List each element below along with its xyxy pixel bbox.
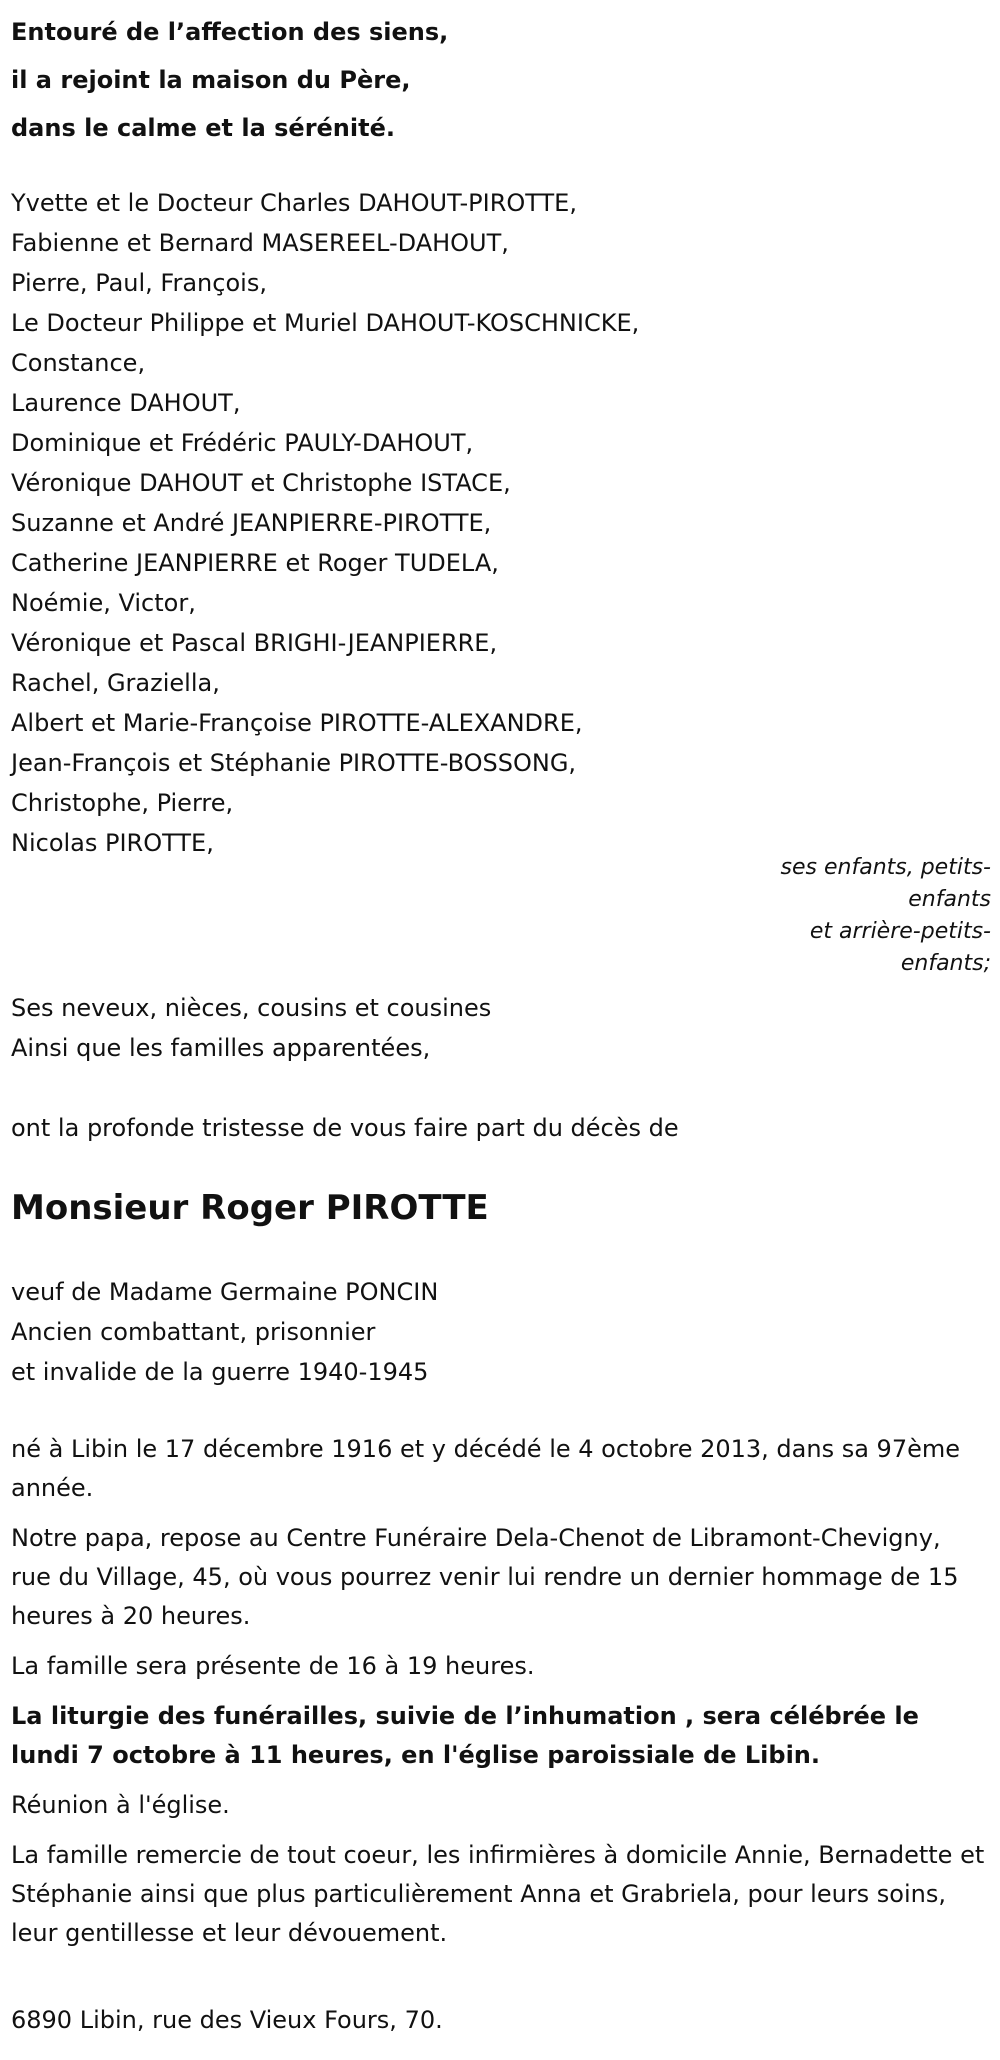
- family-line: Véronique et Pascal BRIGHI-JEANPIERRE,: [11, 629, 498, 657]
- family-presence-paragraph: La famille sera présente de 16 à 19 heures.: [11, 1652, 535, 1680]
- family-line: Laurence DAHOUT,: [11, 389, 241, 417]
- family-line: Pierre, Paul, François,: [11, 269, 267, 297]
- family-line: Véronique DAHOUT et Christophe ISTACE,: [11, 469, 511, 497]
- family-line: Albert et Marie-Françoise PIROTTE-ALEXANDRE,: [11, 709, 583, 737]
- detail-line: veuf de Madame Germaine PONCIN: [11, 1278, 439, 1306]
- home-address: 6890 Libin, rue des Vieux Fours, 70.: [11, 2006, 443, 2034]
- family-line: Fabienne et Bernard MASEREEL-DAHOUT,: [11, 229, 509, 257]
- family-line: Suzanne et André JEANPIERRE-PIROTTE,: [11, 509, 492, 537]
- family-relation: [731, 852, 991, 980]
- family-line: Le Docteur Philippe et Muriel DAHOUT-KOSCHNICKE,: [11, 309, 640, 337]
- relation-line-great-grandchildren: et arrière-petits-enfants;: [809, 919, 991, 976]
- announcement-text: ont la profonde tristesse de vous faire part du décès de: [11, 1114, 679, 1142]
- relatives-line: Ses neveux, nièces, cousins et cousines: [11, 994, 492, 1022]
- family-line: Rachel, Graziella,: [11, 669, 220, 697]
- family-line: Constance,: [11, 349, 146, 377]
- family-line: Jean-François et Stéphanie PIROTTE-BOSSONG,: [11, 749, 577, 777]
- family-line: Noémie, Victor,: [11, 589, 196, 617]
- family-line: Dominique et Frédéric PAULY-DAHOUT,: [11, 429, 474, 457]
- relatives-line: Ainsi que les familles apparentées,: [11, 1034, 431, 1062]
- intro-block: [11, 8, 448, 152]
- deceased-name: Monsieur Roger PIROTTE: [11, 1188, 489, 1228]
- family-line: Yvette et le Docteur Charles DAHOUT-PIROTTE,: [11, 189, 577, 217]
- relatives-block: [11, 988, 491, 1068]
- intro-line: Entouré de l’affection des siens,: [11, 18, 449, 46]
- thanks-paragraph: La famille remercie de tout coeur, les infirmières à domicile Annie, Bernadette et Stéphanie ainsi que plus particulièrement Anna et Grabriela, pour leurs soins, leur gentillesse et leur dévouement.: [11, 1841, 985, 1947]
- reunion-paragraph: Réunion à l'église.: [11, 1791, 230, 1819]
- detail-line: Ancien combattant, prisonnier: [11, 1318, 376, 1346]
- family-line: Catherine JEANPIERRE et Roger TUDELA,: [11, 549, 499, 577]
- family-list: [11, 183, 639, 863]
- intro-line: dans le calme et la sérénité.: [11, 114, 395, 142]
- liturgy-paragraph: La liturgie des funérailles, suivie de l’inhumation , sera célébrée le lundi 7 octobre à 11 heures, en l'église paroissiale de Libin.: [11, 1702, 919, 1769]
- family-line: Nicolas PIROTTE,: [11, 829, 214, 857]
- repose-paragraph: Notre papa, repose au Centre Funéraire Dela-Chenot de Libramont-Chevigny, rue du Village, 45, où vous pourrez venir lui rendre un dernier hommage de 15 heures à 20 heures.: [11, 1524, 959, 1630]
- birth-paragraph: né à Libin le 17 décembre 1916 et y décédé le 4 octobre 2013, dans sa 97ème année.: [11, 1435, 961, 1502]
- deceased-details: [11, 1272, 438, 1392]
- obituary-body: [11, 1430, 986, 1964]
- family-line: Christophe, Pierre,: [11, 789, 234, 817]
- detail-line: et invalide de la guerre 1940-1945: [11, 1358, 429, 1386]
- intro-line: il a rejoint la maison du Père,: [11, 66, 411, 94]
- relation-line-children: ses enfants, petits-enfants: [780, 855, 991, 912]
